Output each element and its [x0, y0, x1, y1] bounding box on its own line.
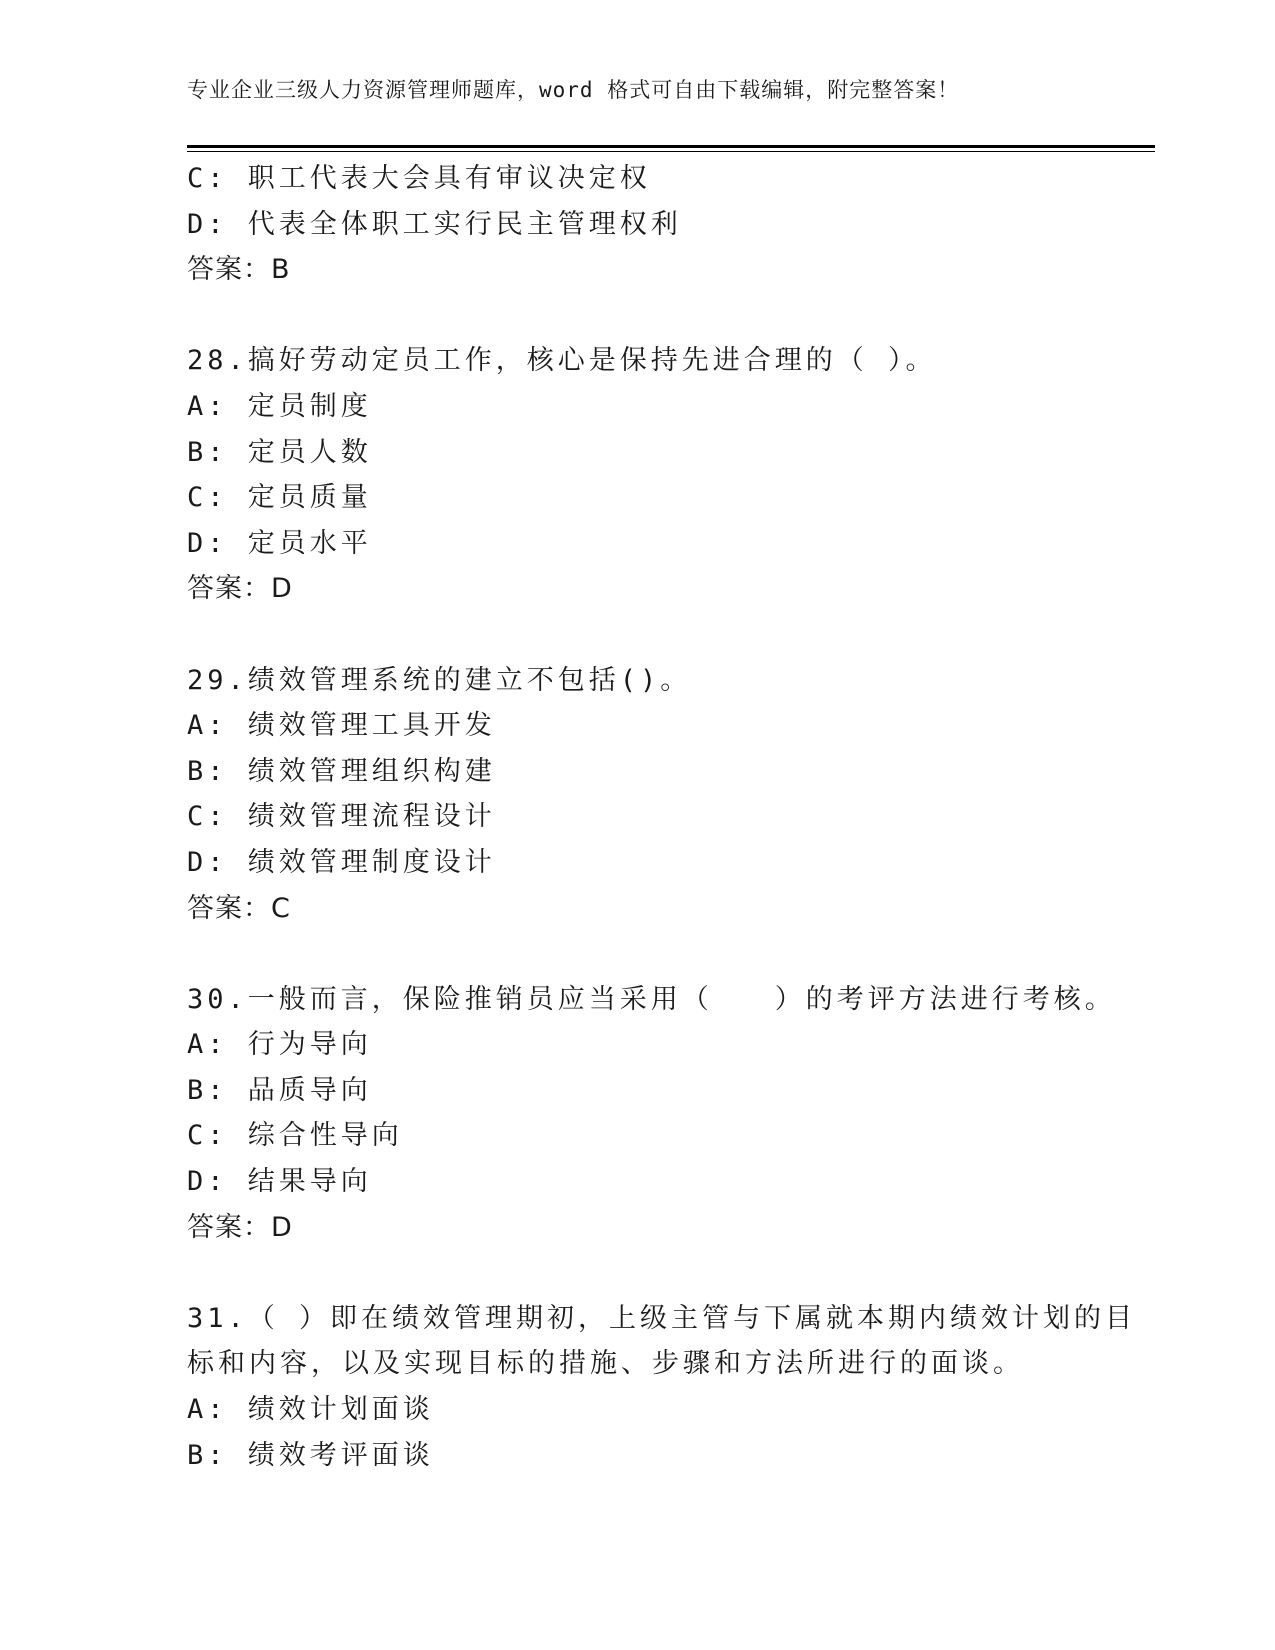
document-body — [187, 156, 1137, 1478]
page-header: 专业企业三级人力资源管理师题库，word 格式可自由下载编辑，附完整答案！ — [187, 78, 960, 102]
q30-stem: 30.一般而言，保险推销员应当采用（ ）的考评方法进行考核。 — [187, 983, 1116, 1015]
q29-stem: 29.绩效管理系统的建立不包括()。 — [187, 664, 692, 696]
q30-option-a: A: 行为导向 — [187, 1029, 372, 1061]
q29-option-a: A: 绩效管理工具开发 — [187, 710, 496, 742]
q28-stem: 28.搞好劳动定员工作，核心是保持先进合理的（ ）。 — [187, 345, 937, 377]
q29-option-c: C: 绩效管理流程设计 — [187, 801, 496, 833]
q31-option-b: B: 绩效考评面谈 — [187, 1439, 434, 1471]
q28-option-d: D: 定员水平 — [187, 527, 372, 559]
q31-option-a: A: 绩效计划面谈 — [187, 1394, 434, 1426]
q28-option-c: C: 定员质量 — [187, 482, 372, 514]
q30-option-b: B: 品质导向 — [187, 1074, 372, 1106]
q30-option-d: D: 结果导向 — [187, 1166, 372, 1198]
q28-option-a: A: 定员制度 — [187, 390, 372, 422]
header-rule-thick — [187, 145, 1155, 148]
q29-option-d: D: 绩效管理制度设计 — [187, 846, 496, 878]
q31-stem-line-2: 标和内容，以及实现目标的措施、步骤和方法所进行的面谈。 — [187, 1348, 1024, 1380]
q29-option-b: B: 绩效管理组织构建 — [187, 755, 496, 787]
q31-stem-line-1: 31.（ ）即在绩效管理期初，上级主管与下属就本期内绩效计划的目 — [187, 1302, 1137, 1334]
q27-option-c: C: 职工代表大会具有审议决定权 — [187, 163, 651, 194]
q30-answer: 答案：D — [187, 1211, 293, 1243]
spacer — [187, 1250, 1087, 1296]
spacer — [187, 612, 1087, 658]
q27-answer: 答案：B — [187, 254, 291, 286]
q28-answer: 答案：D — [187, 573, 293, 605]
spacer — [187, 293, 1087, 339]
q30-option-c: C: 综合性导向 — [187, 1120, 403, 1152]
q27-option-d: D: 代表全体职工实行民主管理权利 — [187, 208, 682, 240]
spacer — [187, 931, 1087, 977]
header-rule-thin — [187, 151, 1155, 152]
q29-answer: 答案：C — [187, 892, 291, 924]
q28-option-b: B: 定员人数 — [187, 436, 372, 468]
